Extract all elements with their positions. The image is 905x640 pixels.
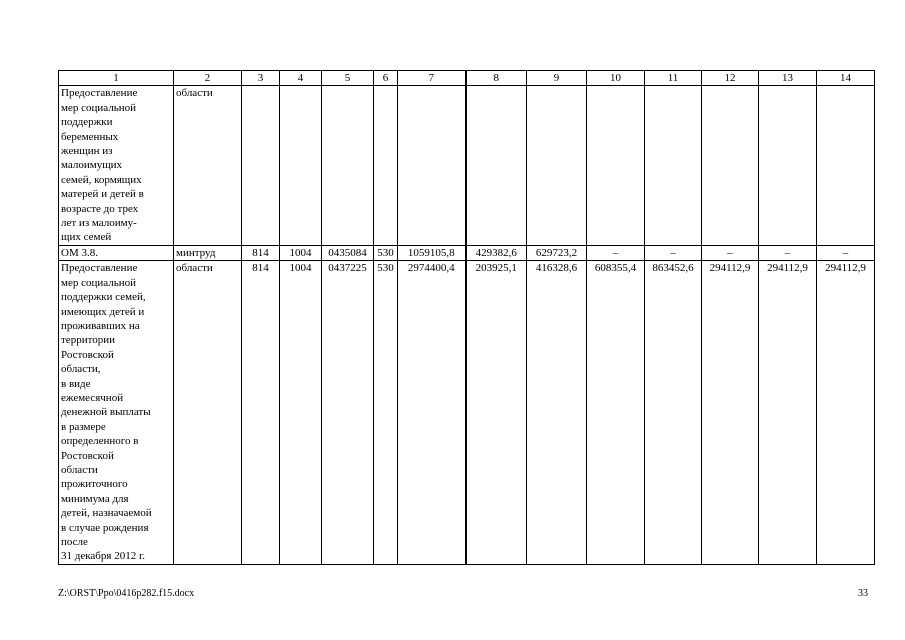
empty-cell <box>817 86 875 245</box>
header-cell: 9 <box>527 71 587 86</box>
empty-cell <box>645 86 702 245</box>
footer-file-path: Z:\ORST\Ppo\0416p282.f15.docx <box>58 588 195 599</box>
empty-cell <box>759 86 817 245</box>
value-cell: 814 <box>242 261 280 565</box>
value-cell: 1059105,8 <box>398 245 466 260</box>
value-cell: 2974400,4 <box>398 261 466 565</box>
header-cell: 1 <box>59 71 174 86</box>
header-cell: 14 <box>817 71 875 86</box>
value-cell: 629723,2 <box>527 245 587 260</box>
empty-cell <box>280 86 322 245</box>
measure-code-cell: ОМ 3.8. <box>59 245 174 260</box>
table-row <box>59 86 875 245</box>
value-cell: – <box>759 245 817 260</box>
executor-cell: области <box>174 86 242 245</box>
value-cell: 530 <box>374 245 398 260</box>
header-cell: 5 <box>322 71 374 86</box>
header-cell: 11 <box>645 71 702 86</box>
table-row <box>59 245 875 260</box>
value-cell: 863452,6 <box>645 261 702 565</box>
empty-cell <box>466 86 527 245</box>
value-cell: 608355,4 <box>587 261 645 565</box>
value-cell: 294112,9 <box>759 261 817 565</box>
empty-cell <box>398 86 466 245</box>
empty-cell <box>322 86 374 245</box>
value-cell: – <box>645 245 702 260</box>
header-cell: 13 <box>759 71 817 86</box>
header-cell: 3 <box>242 71 280 86</box>
value-cell: 416328,6 <box>527 261 587 565</box>
value-cell: 294112,9 <box>817 261 875 565</box>
value-cell: 203925,1 <box>466 261 527 565</box>
executor-cell: минтруд <box>174 245 242 260</box>
header-cell: 8 <box>466 71 527 86</box>
value-cell: 814 <box>242 245 280 260</box>
value-cell: 1004 <box>280 261 322 565</box>
value-cell: – <box>817 245 875 260</box>
value-cell: – <box>702 245 759 260</box>
header-cell: 7 <box>398 71 466 86</box>
footer-page-number: 33 <box>858 588 868 599</box>
executor-cell: области <box>174 261 242 565</box>
measure-name-cell: Предоставление мер социальной поддержки беременных женщин из малоимущих семей, кормящих матерей и детей в возрасте до трех лет из малоиму- щих семей <box>59 86 174 245</box>
header-row <box>59 71 875 86</box>
empty-cell <box>702 86 759 245</box>
header-cell: 2 <box>174 71 242 86</box>
value-cell: 1004 <box>280 245 322 260</box>
header-cell: 6 <box>374 71 398 86</box>
empty-cell <box>242 86 280 245</box>
value-cell: 0437225 <box>322 261 374 565</box>
value-cell: 0435084 <box>322 245 374 260</box>
value-cell: 294112,9 <box>702 261 759 565</box>
measure-name-cell: Предоставление мер социальной поддержки семей, имеющих детей и проживавших на территории Ростовской области, в виде ежемесячной денежной выплаты в размере определенного в Ростовской области прожиточного минимума для детей, назначаемой в случае рождения после 31 декабря 2012 г. <box>59 261 174 565</box>
header-cell: 12 <box>702 71 759 86</box>
value-cell: – <box>587 245 645 260</box>
header-cell: 10 <box>587 71 645 86</box>
empty-cell <box>587 86 645 245</box>
value-cell: 530 <box>374 261 398 565</box>
empty-cell <box>527 86 587 245</box>
value-cell: 429382,6 <box>466 245 527 260</box>
header-cell: 4 <box>280 71 322 86</box>
empty-cell <box>374 86 398 245</box>
data-table <box>58 70 875 565</box>
table-row <box>59 261 875 565</box>
